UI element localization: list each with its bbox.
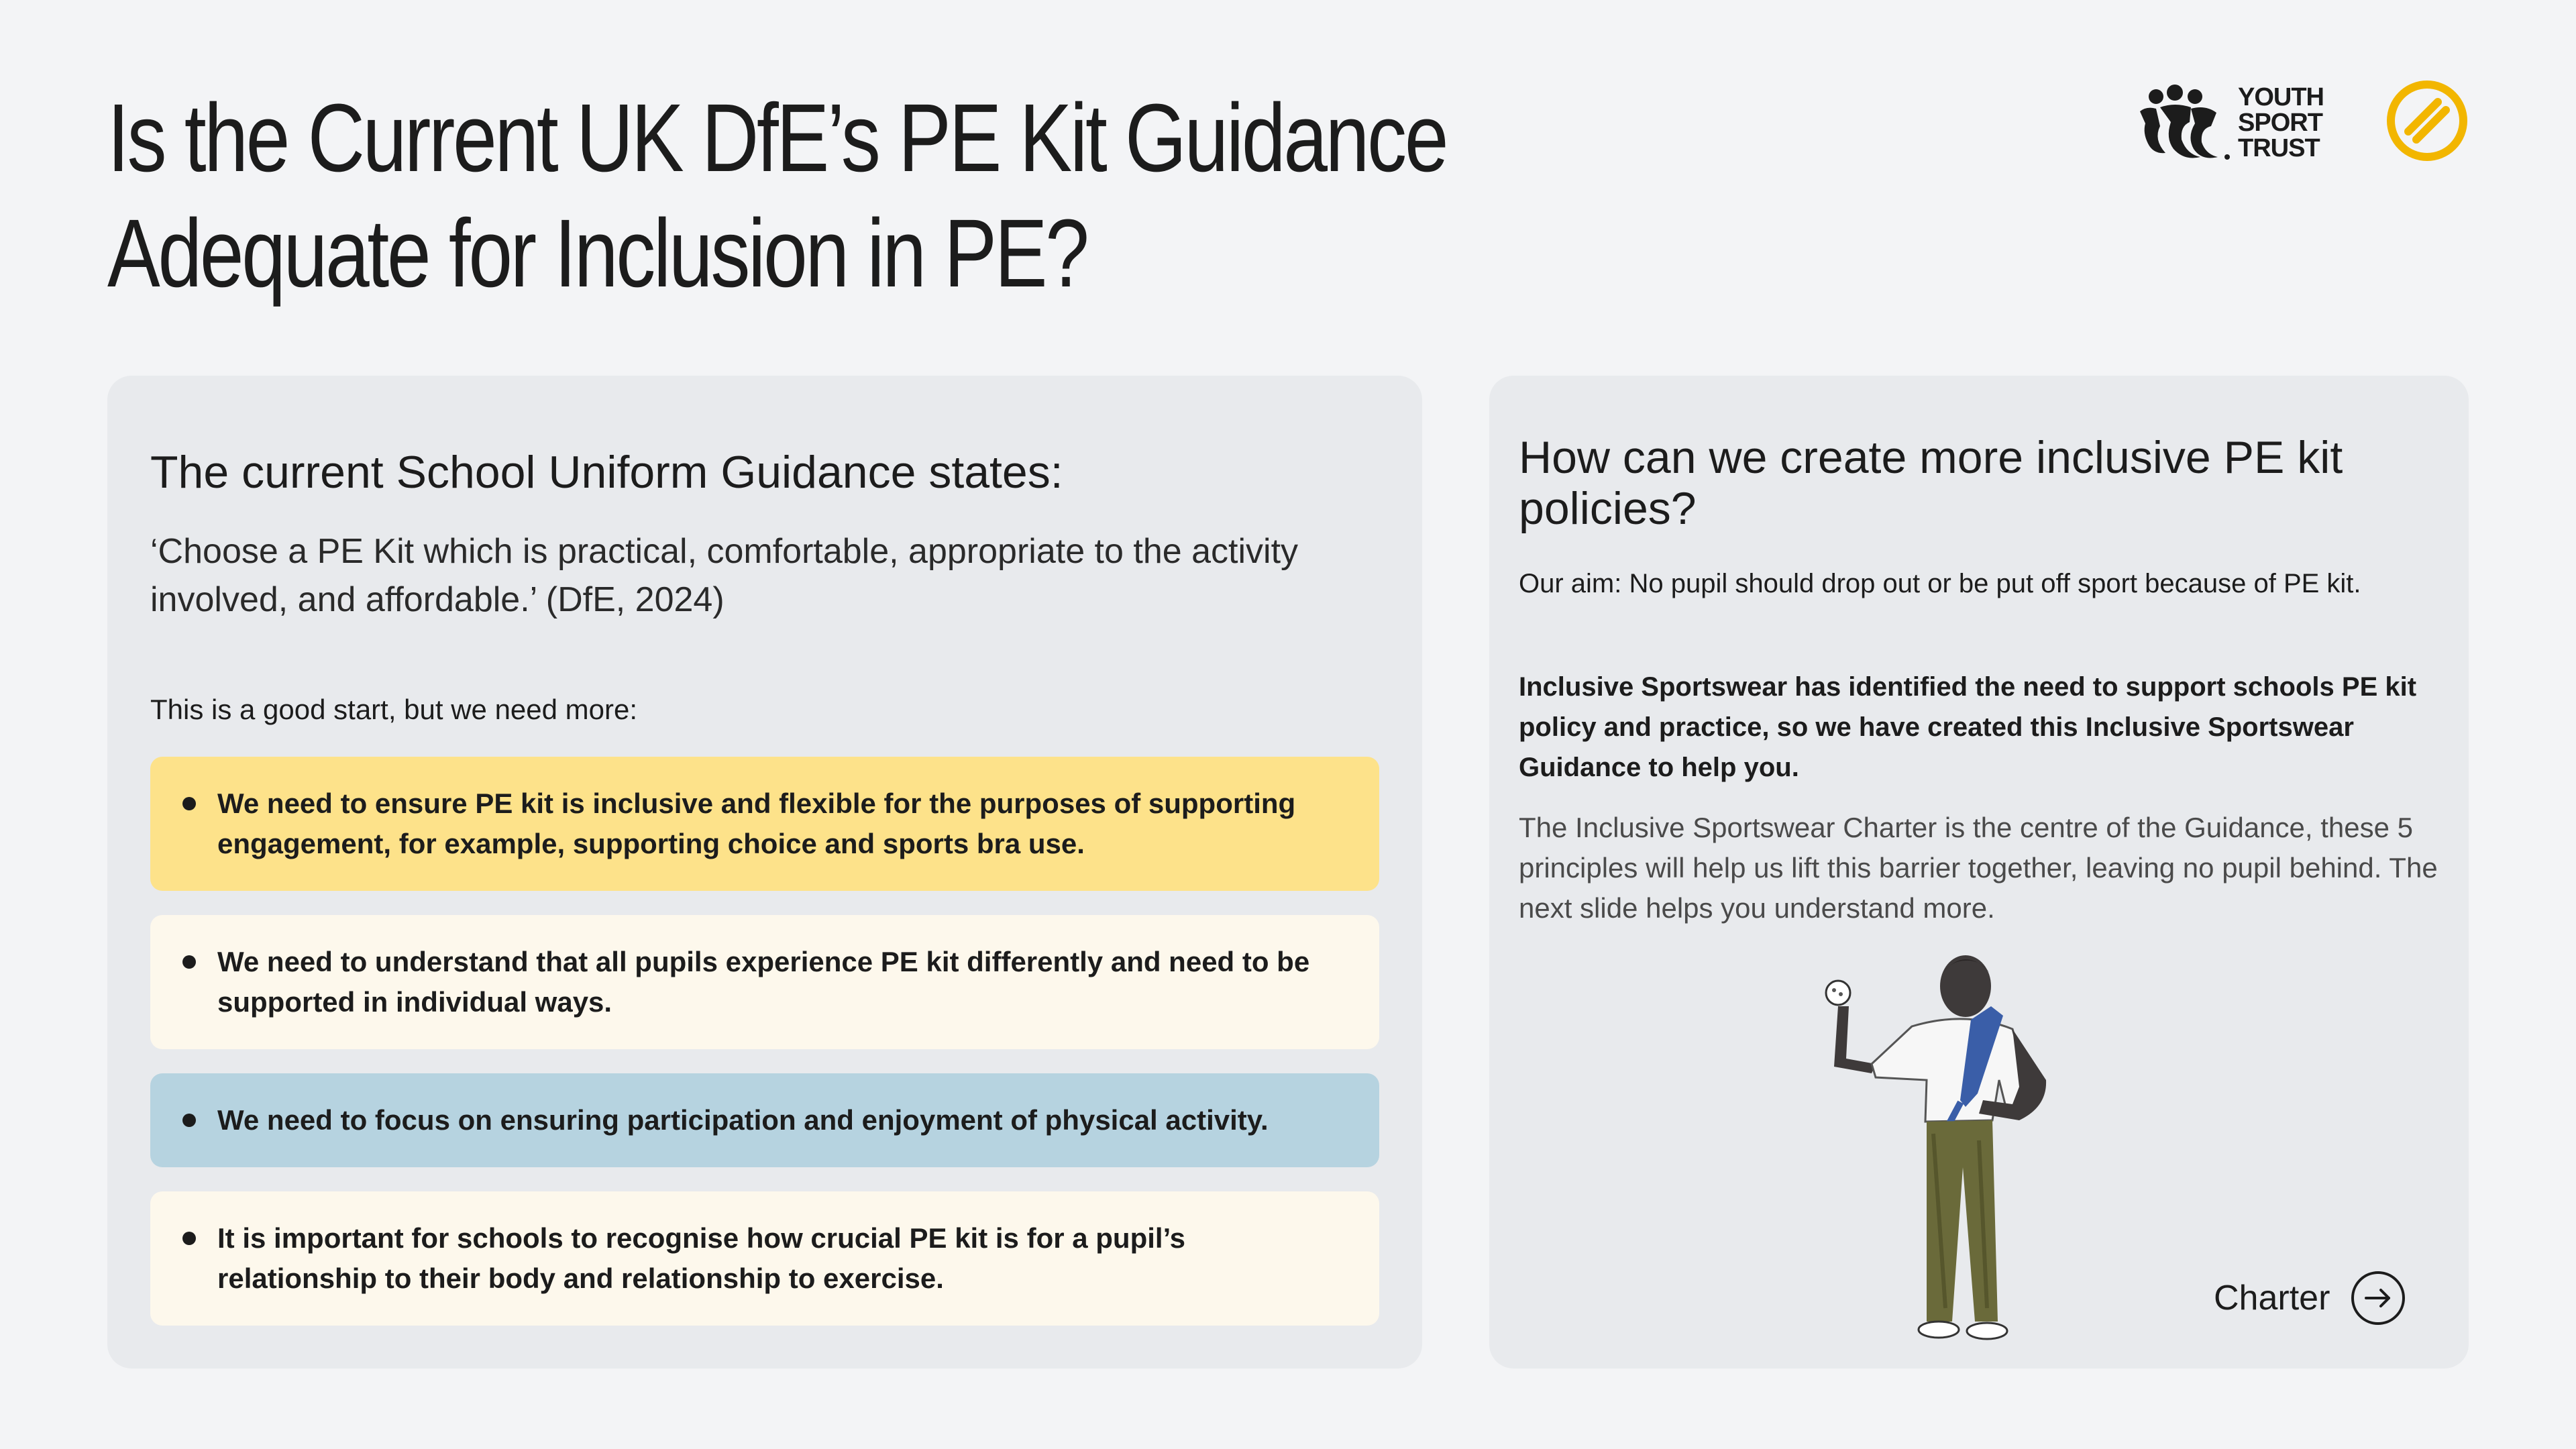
guidance-heading: The current School Uniform Guidance states: — [150, 447, 1063, 498]
bullet-icon — [182, 955, 196, 969]
charter-description: The Inclusive Sportswear Charter is the centre of the Guidance, these 5 principles will help us lift this barrier together, leaving no pupil behind. The next slide helps you understand more. — [1519, 812, 2438, 924]
youth-sport-trust-logo — [2133, 79, 2334, 166]
yst-wordmark — [2238, 85, 2324, 161]
charter-link[interactable] — [2214, 1268, 2406, 1328]
yst-line-3: TRUST — [2238, 134, 2320, 162]
yst-line-2: SPORT — [2238, 109, 2322, 137]
need-card-text: It is important for schools to recognise how crucial PE kit is for a pupil’s relationship to their body and relationship to exercise. — [217, 1222, 1186, 1294]
guidance-purpose-text: Inclusive Sportswear has identified the need to support schools PE kit policy and practice, so we have created this Inclusive Sportswear Guidance to help you. — [1519, 672, 2417, 782]
charter-label[interactable]: Charter — [2214, 1279, 2330, 1318]
pupil-with-equipment-illustration — [1811, 946, 2080, 1355]
policies-heading: How can we create more inclusive PE kit policies? — [1519, 432, 2343, 534]
dfe-quote: ‘Choose a PE Kit which is practical, comfortable, appropriate to the activity involved, and affordable.’ (DfE, 2024) — [150, 532, 1299, 619]
inclusive-sportswear-logo-icon — [2385, 79, 2469, 162]
need-card-text: We need to focus on ensuring participation and enjoyment of physical activity. — [217, 1104, 1269, 1136]
bullet-icon — [182, 1232, 196, 1245]
need-card-text: We need to understand that all pupils experience PE kit differently and need to be supported in individual ways. — [217, 946, 1310, 1018]
inclusive-policies-panel — [1489, 376, 2469, 1368]
page-title: Is the Current UK DfE’s PE Kit Guidance Adequate for Inclusion in PE? — [107, 84, 1447, 307]
bullet-icon — [182, 797, 196, 810]
need-card-inclusive — [150, 757, 1379, 891]
yst-figures-icon — [2133, 79, 2241, 166]
need-card-individual — [150, 915, 1379, 1049]
aim-text: Our aim: No pupil should drop out or be put off sport because of PE kit. — [1519, 569, 2361, 598]
need-card-relationship — [150, 1191, 1379, 1326]
guidance-intro: This is a good start, but we need more: — [150, 694, 638, 725]
bullet-icon — [182, 1114, 196, 1127]
guidance-panel — [107, 376, 1422, 1368]
need-card-participation — [150, 1073, 1379, 1167]
need-card-text: We need to ensure PE kit is inclusive and flexible for the purposes of supporting engagement, for example, supporting choice and sports bra use. — [217, 788, 1296, 859]
yst-line-1: YOUTH — [2238, 83, 2324, 111]
arrow-right-circle-icon[interactable] — [2350, 1270, 2406, 1326]
